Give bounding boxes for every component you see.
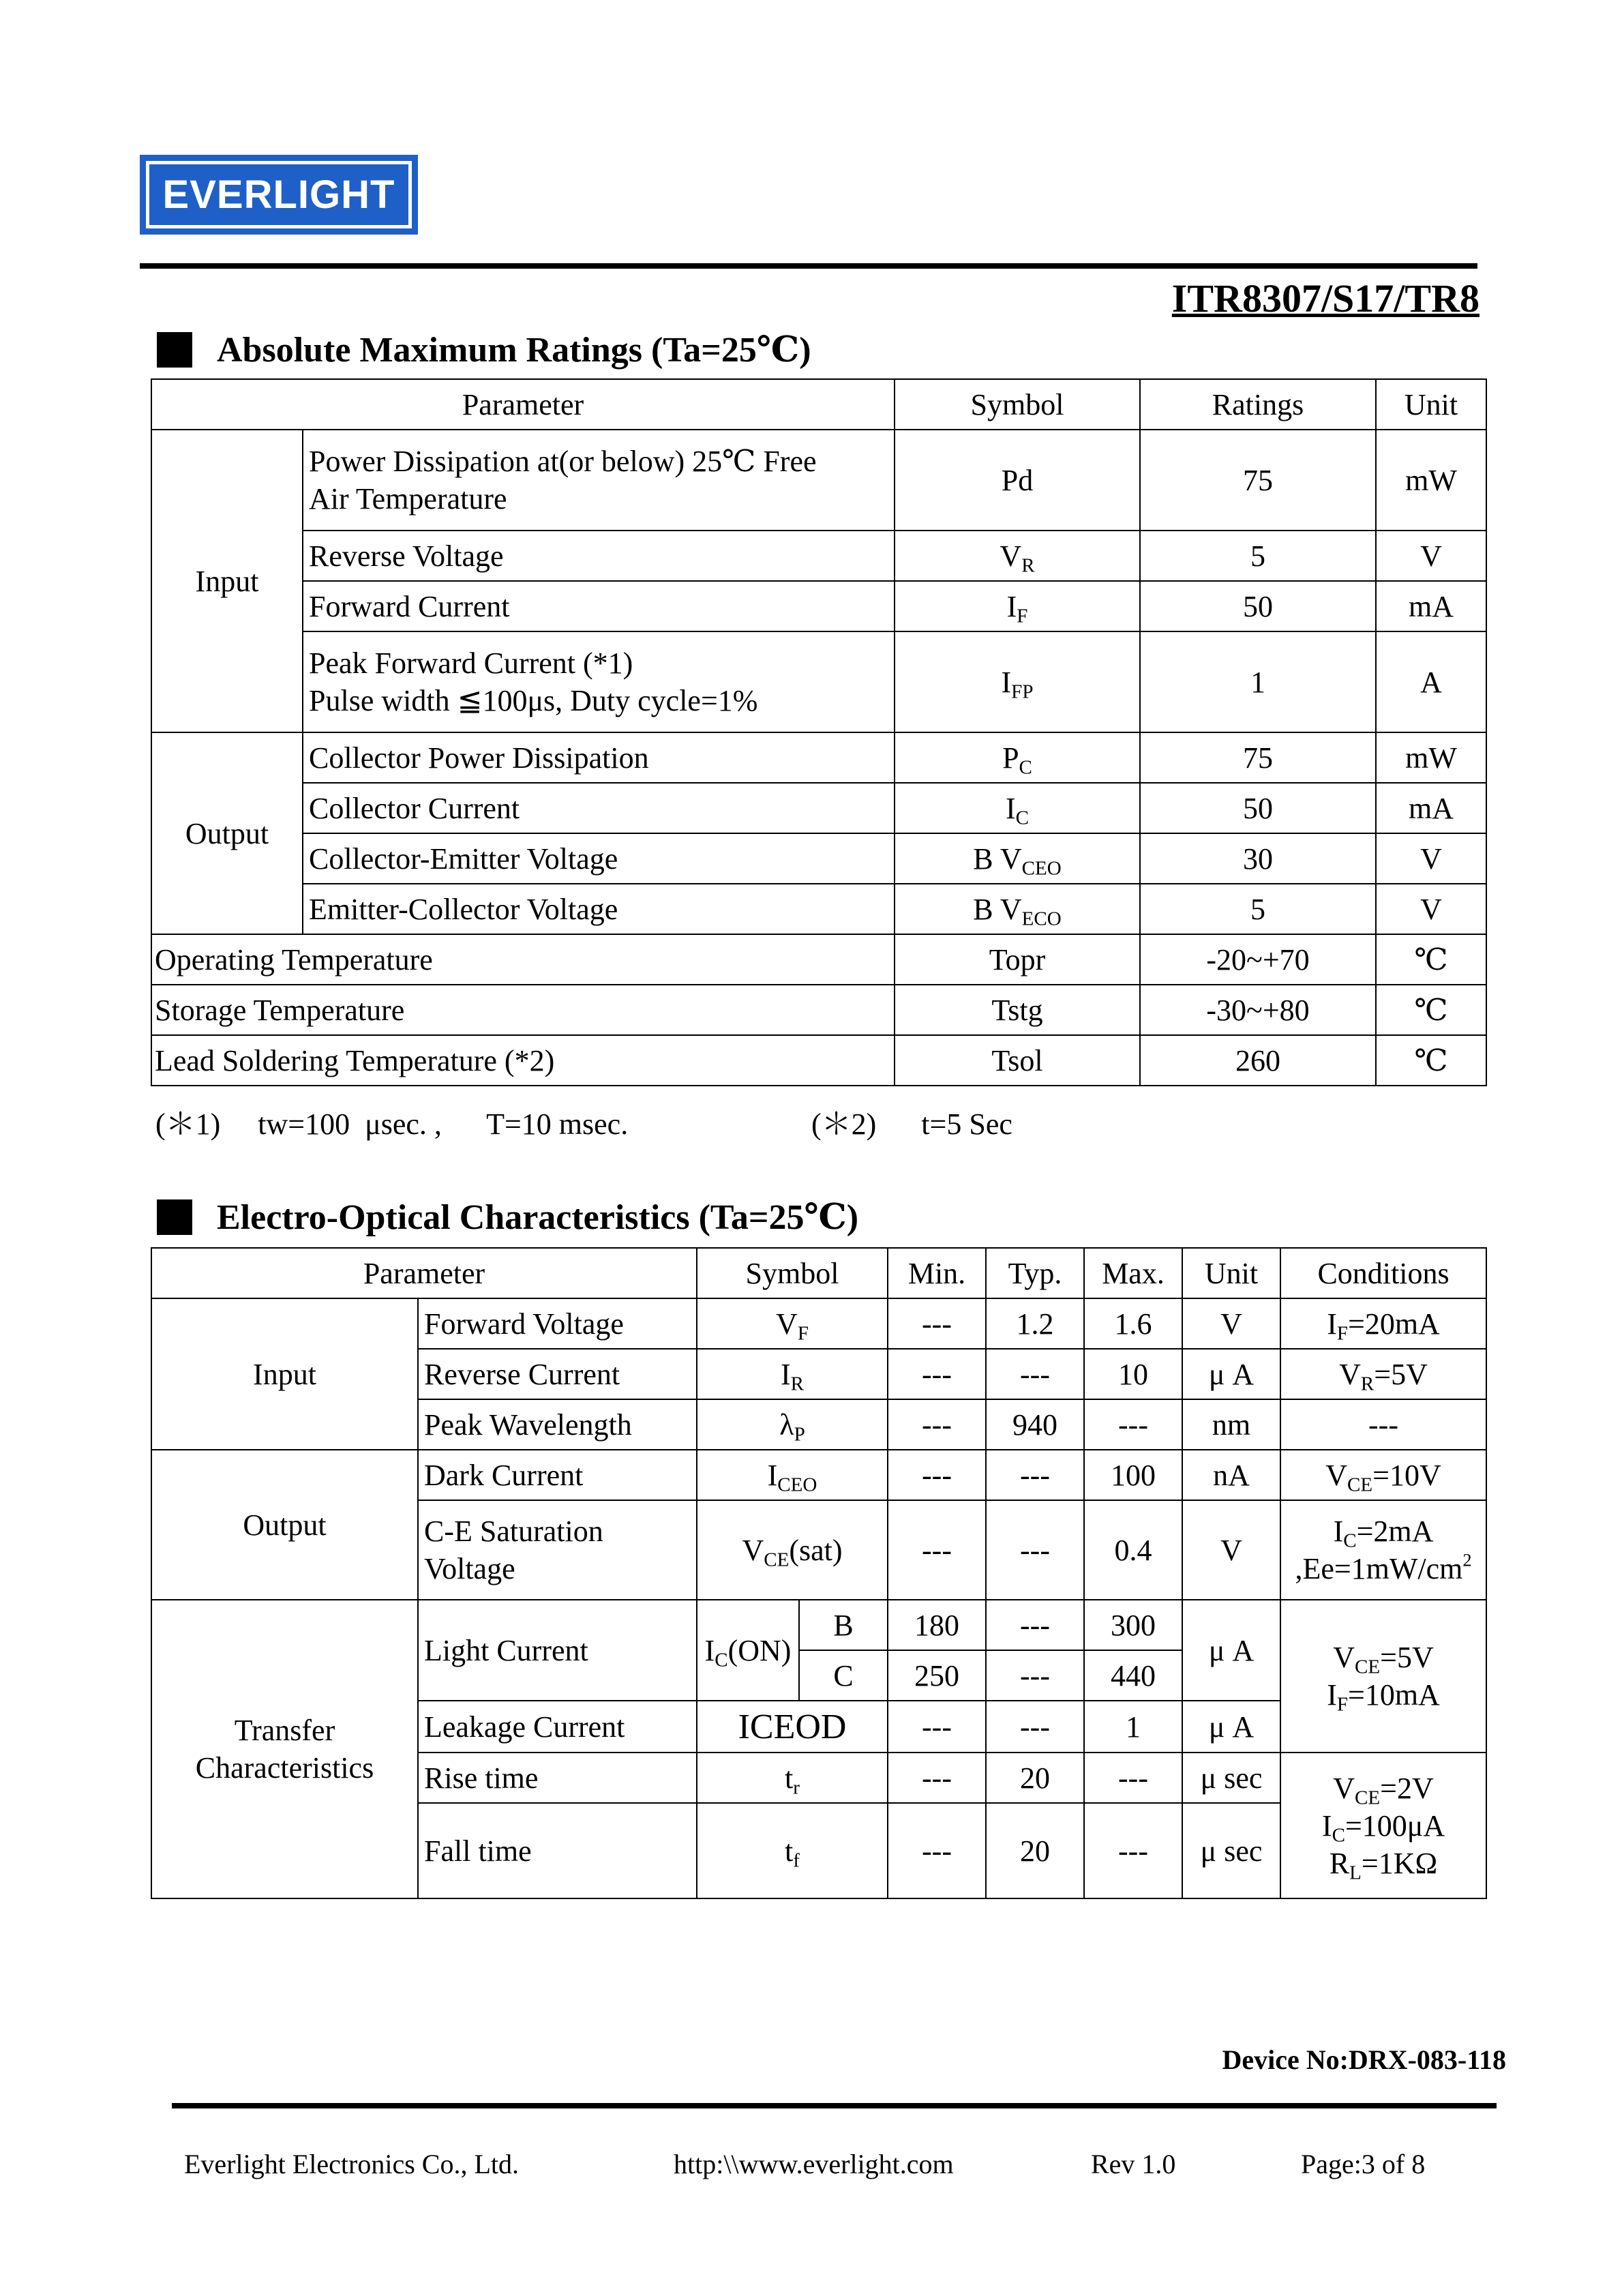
min-cell: 250 <box>888 1650 986 1701</box>
typ-cell: 1.2 <box>986 1298 1084 1349</box>
symbol-cell: Topr <box>895 934 1140 985</box>
unit-cell: V <box>1376 833 1486 884</box>
symbol-cell: Tstg <box>895 985 1140 1035</box>
condition-cell: $V_{CE}=5V$ $I_F=10mA$ <box>1280 1600 1486 1753</box>
header-conditions: Conditions <box>1280 1248 1486 1298</box>
rating-cell: -20~+70 <box>1140 934 1376 985</box>
min-cell: --- <box>888 1349 986 1399</box>
typ-cell: --- <box>986 1701 1084 1753</box>
footer-revision: Rev 1.0 <box>1091 2149 1176 2179</box>
condition-cell: $V_{CE}=10V$ <box>1280 1450 1486 1500</box>
typ-cell: --- <box>986 1450 1084 1500</box>
table-header-row <box>151 379 1486 430</box>
param-cell: Fall time <box>418 1803 697 1898</box>
group-input: Input <box>151 430 303 732</box>
condition-cell: $V_{CE}=2V$ $I_C=100\mu A$ $R_L=1K\Omega$ <box>1280 1753 1486 1898</box>
condition-cell: $I_F=20mA$ <box>1280 1298 1486 1349</box>
param-cell: Dark Current <box>418 1450 697 1500</box>
logo-text: EVERLIGHT <box>146 161 412 228</box>
amr-title: Absolute Maximum Ratings (Ta=25℃) <box>217 331 811 370</box>
unit-cell: mW <box>1376 430 1486 531</box>
symbol-cell: $I_C(ON)$ <box>697 1600 799 1701</box>
header-parameter: Parameter <box>151 379 895 430</box>
max-cell: 100 <box>1084 1450 1182 1500</box>
symbol-cell: $\lambda_P$ <box>697 1399 888 1450</box>
typ-cell: 940 <box>986 1399 1084 1450</box>
max-cell: 0.4 <box>1084 1500 1182 1600</box>
unit-cell: μ A <box>1182 1349 1280 1399</box>
table-row <box>151 631 1486 732</box>
symbol-cell: $t_r$ <box>697 1753 888 1803</box>
symbol-cell: $I_F$ <box>895 581 1140 631</box>
everlight-logo <box>140 155 418 235</box>
table-row <box>151 884 1486 934</box>
eoc-title: Electro-Optical Characteristics (Ta=25℃) <box>217 1198 859 1237</box>
typ-cell: 20 <box>986 1803 1084 1898</box>
min-cell: --- <box>888 1500 986 1600</box>
param-cell: Rise time <box>418 1753 697 1803</box>
max-cell: --- <box>1084 1753 1182 1803</box>
param-cell: Operating Temperature <box>151 934 895 985</box>
header-typ: Typ. <box>986 1248 1084 1298</box>
unit-cell: ℃ <box>1376 934 1486 985</box>
min-cell: --- <box>888 1803 986 1898</box>
rating-cell: 75 <box>1140 732 1376 783</box>
unit-cell: mW <box>1376 732 1486 783</box>
param-cell: Forward Current <box>303 581 895 631</box>
min-cell: --- <box>888 1701 986 1753</box>
unit-cell: μ sec <box>1182 1803 1280 1898</box>
param-cell: Emitter-Collector Voltage <box>303 884 895 934</box>
param-cell: Peak Forward Current (*1) Pulse width ≦100μs, Duty cycle=1% <box>303 631 895 732</box>
unit-cell: μ A <box>1182 1600 1280 1701</box>
symbol-cell: $I_{FP}$ <box>895 631 1140 732</box>
unit-cell: mA <box>1376 783 1486 833</box>
symbol-cell: Tsol <box>895 1035 1140 1086</box>
footnote-1: (＊1) tw=100 μsec. , T=10 msec. <box>155 1107 629 1141</box>
rating-cell: 30 <box>1140 833 1376 884</box>
param-cell: Forward Voltage <box>418 1298 697 1349</box>
footer-url[interactable]: http:\\www.everlight.com <box>674 2149 954 2179</box>
symbol-cell: B $V_{CEO}$ <box>895 833 1140 884</box>
table-row <box>151 581 1486 631</box>
min-cell: --- <box>888 1753 986 1803</box>
header-unit: Unit <box>1376 379 1486 430</box>
param-cell: Lead Soldering Temperature (*2) <box>151 1035 895 1086</box>
rating-cell: 50 <box>1140 783 1376 833</box>
header-symbol: Symbol <box>697 1248 888 1298</box>
unit-cell: ℃ <box>1376 985 1486 1035</box>
header-symbol: Symbol <box>895 379 1140 430</box>
group-transfer: Transfer Characteristics <box>151 1600 418 1898</box>
symbol-cell: $P_C$ <box>895 732 1140 783</box>
eoc-section-heading <box>157 1196 858 1238</box>
table-row <box>151 934 1486 985</box>
unit-cell: nA <box>1182 1450 1280 1500</box>
unit-cell: V <box>1376 884 1486 934</box>
param-cell: Reverse Current <box>418 1349 697 1399</box>
condition-cell: $V_R=5V$ <box>1280 1349 1486 1399</box>
rating-cell: 5 <box>1140 884 1376 934</box>
typ-cell: 20 <box>986 1753 1084 1803</box>
footer-page: Page:3 of 8 <box>1301 2149 1426 2179</box>
unit-cell: A <box>1376 631 1486 732</box>
device-number: Device No:DRX-083-118 <box>1222 2044 1506 2075</box>
param-cell: Storage Temperature <box>151 985 895 1035</box>
absolute-max-ratings-table <box>151 378 1487 1086</box>
bullet-square-icon <box>157 1199 192 1235</box>
header-unit: Unit <box>1182 1248 1280 1298</box>
symbol-cell: $I_R$ <box>697 1349 888 1399</box>
param-cell: Leakage Current <box>418 1701 697 1753</box>
table-row <box>151 783 1486 833</box>
table-row <box>151 1298 1486 1349</box>
unit-cell: μ A <box>1182 1701 1280 1753</box>
bullet-square-icon <box>157 332 192 368</box>
symbol-cell: $V_R$ <box>895 531 1140 581</box>
max-cell: 300 <box>1084 1600 1182 1650</box>
typ-cell: --- <box>986 1349 1084 1399</box>
rank-cell: B <box>799 1600 888 1650</box>
param-cell: Peak Wavelength <box>418 1399 697 1450</box>
param-cell: Collector Power Dissipation <box>303 732 895 783</box>
symbol-cell: $V_F$ <box>697 1298 888 1349</box>
param-cell: Reverse Voltage <box>303 531 895 581</box>
param-cell: C-E Saturation Voltage <box>418 1500 697 1600</box>
condition-cell: $I_C=2mA$ $,Ee=1mW/cm^2$ <box>1280 1500 1486 1600</box>
header-ratings: Ratings <box>1140 379 1376 430</box>
table-header-row <box>151 1248 1486 1298</box>
amr-section-heading <box>157 329 811 370</box>
min-cell: --- <box>888 1399 986 1450</box>
symbol-cell: $I_C$ <box>895 783 1140 833</box>
table-row <box>151 1035 1486 1086</box>
max-cell: 1 <box>1084 1701 1182 1753</box>
symbol-cell: $I_{CEO}$ <box>697 1450 888 1500</box>
table-row <box>151 1600 1486 1650</box>
symbol-cell: ICEOD <box>697 1701 888 1753</box>
header-parameter: Parameter <box>151 1248 697 1298</box>
table-row <box>151 430 1486 531</box>
symbol-cell: B $V_{ECO}$ <box>895 884 1140 934</box>
param-cell: Power Dissipation at(or below) 25℃ Free Air Temperature <box>303 430 895 531</box>
rank-cell: C <box>799 1650 888 1701</box>
typ-cell: --- <box>986 1500 1084 1600</box>
max-cell: --- <box>1084 1399 1182 1450</box>
header-min: Min. <box>888 1248 986 1298</box>
group-input: Input <box>151 1298 418 1450</box>
symbol-cell: $t_f$ <box>697 1803 888 1898</box>
unit-cell: V <box>1182 1500 1280 1600</box>
rating-cell: -30~+80 <box>1140 985 1376 1035</box>
group-output: Output <box>151 732 303 934</box>
table-row <box>151 985 1486 1035</box>
symbol-cell: Pd <box>895 430 1140 531</box>
symbol-cell: $V_{CE}(sat)$ <box>697 1500 888 1600</box>
rating-cell: 5 <box>1140 531 1376 581</box>
part-number: ITR8307/S17/TR8 <box>1171 276 1480 320</box>
unit-cell: nm <box>1182 1399 1280 1450</box>
unit-cell: V <box>1182 1298 1280 1349</box>
electro-optical-table <box>151 1247 1487 1899</box>
param-cell: Collector Current <box>303 783 895 833</box>
unit-cell: μ sec <box>1182 1753 1280 1803</box>
header-max: Max. <box>1084 1248 1182 1298</box>
max-cell: --- <box>1084 1803 1182 1898</box>
table-row <box>151 531 1486 581</box>
unit-cell: V <box>1376 531 1486 581</box>
unit-cell: mA <box>1376 581 1486 631</box>
table-row <box>151 732 1486 783</box>
min-cell: --- <box>888 1298 986 1349</box>
rating-cell: 260 <box>1140 1035 1376 1086</box>
table-row <box>151 1450 1486 1500</box>
max-cell: 10 <box>1084 1349 1182 1399</box>
min-cell: 180 <box>888 1600 986 1650</box>
table-row <box>151 833 1486 884</box>
footnote-2: (＊2) t=5 Sec <box>811 1107 1012 1141</box>
footer-company: Everlight Electronics Co., Ltd. <box>184 2149 519 2179</box>
unit-cell: ℃ <box>1376 1035 1486 1086</box>
max-cell: 440 <box>1084 1650 1182 1701</box>
max-cell: 1.6 <box>1084 1298 1182 1349</box>
header-rule <box>140 263 1477 269</box>
rating-cell: 1 <box>1140 631 1376 732</box>
footer-rule <box>172 2103 1497 2108</box>
condition-cell: --- <box>1280 1399 1486 1450</box>
typ-cell: --- <box>986 1600 1084 1650</box>
group-output: Output <box>151 1450 418 1600</box>
typ-cell: --- <box>986 1650 1084 1701</box>
rating-cell: 75 <box>1140 430 1376 531</box>
min-cell: --- <box>888 1450 986 1500</box>
param-cell: Collector-Emitter Voltage <box>303 833 895 884</box>
rating-cell: 50 <box>1140 581 1376 631</box>
param-cell: Light Current <box>418 1600 697 1701</box>
